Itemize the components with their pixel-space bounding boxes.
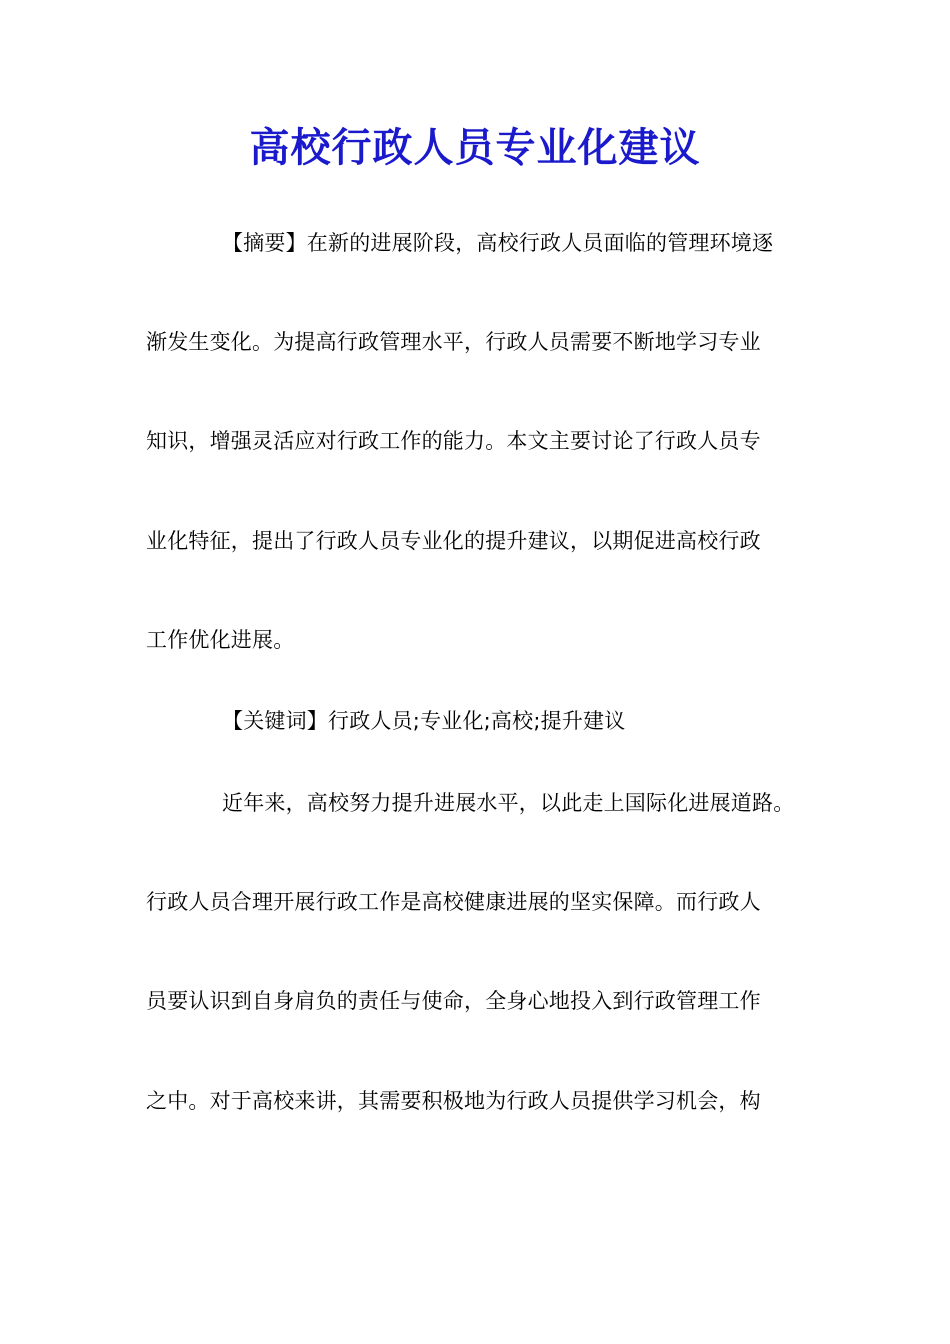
body-line-2: 行政人员合理开展行政工作是高校健康进展的坚实保障。而行政人 bbox=[146, 890, 761, 914]
abstract-line-5: 工作优化进展。 bbox=[146, 628, 295, 652]
document-title: 高校行政人员专业化建议 bbox=[249, 124, 701, 171]
keywords-line: 【关键词】行政人员;专业化;高校;提升建议 bbox=[222, 709, 626, 733]
body-line-4: 之中。对于高校来讲，其需要积极地为行政人员提供学习机会，构 bbox=[146, 1089, 761, 1113]
abstract-line-1: 【摘要】在新的进展阶段，高校行政人员面临的管理环境逐 bbox=[222, 231, 774, 255]
abstract-line-4: 业化特征，提出了行政人员专业化的提升建议，以期促进高校行政 bbox=[146, 529, 761, 553]
abstract-line-3: 知识，增强灵活应对行政工作的能力。本文主要讨论了行政人员专 bbox=[146, 429, 761, 453]
body-line-1: 近年来，高校努力提升进展水平，以此走上国际化进展道路。 bbox=[222, 791, 795, 815]
abstract-line-2: 渐发生变化。为提高行政管理水平，行政人员需要不断地学习专业 bbox=[146, 330, 761, 354]
body-line-3: 员要认识到自身肩负的责任与使命，全身心地投入到行政管理工作 bbox=[146, 989, 761, 1013]
